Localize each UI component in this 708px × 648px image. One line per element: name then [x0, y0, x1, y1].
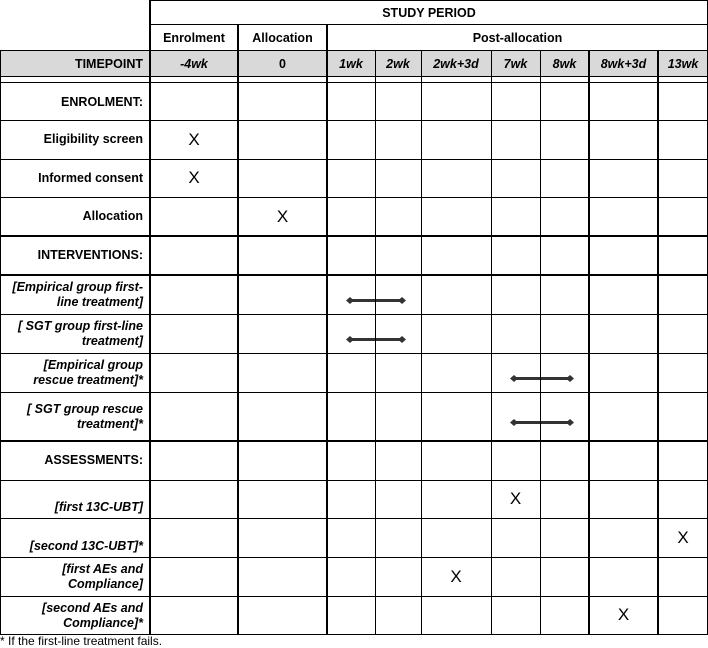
grid-line — [0, 314, 708, 315]
grid-line — [657, 50, 659, 634]
timepoint-cell: 13wk — [667, 56, 699, 71]
study-period-heading: STUDY PERIOD — [382, 5, 476, 20]
grid-line — [0, 50, 1, 634]
schedule-mark: X — [188, 129, 200, 149]
row-label: ASSESSMENTS: — [44, 453, 143, 467]
grid-line — [0, 197, 708, 198]
interval-end-diamond — [566, 375, 574, 382]
timepoint-label: TIMEPOINT — [74, 56, 143, 71]
timepoint-cell: -4wk — [180, 56, 208, 71]
footnote: * If the first-line treatment fails. — [0, 634, 163, 648]
row-label: [ SGT group first-line treatment] — [18, 318, 143, 348]
row-label: [Empirical group rescue treatment]* — [33, 357, 143, 387]
grid-line — [0, 235, 708, 237]
row-label: [first 13C-UBT] — [54, 500, 143, 514]
row-label: [first AEs and Compliance] — [62, 561, 143, 591]
grid-line — [588, 50, 590, 634]
row-label: Informed consent — [38, 170, 143, 185]
interval-end-diamond — [346, 297, 354, 304]
grid-line — [375, 50, 376, 634]
schedule-mark: X — [617, 605, 630, 624]
timepoint-cell: 7wk — [503, 56, 528, 71]
grid-line — [491, 50, 492, 634]
grid-line — [150, 24, 708, 25]
schedule-mark: X — [677, 527, 689, 547]
grid-line — [0, 392, 708, 393]
grid-line — [421, 50, 422, 634]
interval-end-diamond — [398, 297, 406, 304]
grid-line — [0, 120, 708, 121]
interval-end-diamond — [510, 375, 518, 382]
timepoint-cell: 8wk — [552, 56, 577, 71]
interval-end-diamond — [398, 336, 406, 343]
timepoint-cell: 8wk+3d — [600, 56, 647, 71]
timepoint-cell: 2wk — [386, 56, 410, 71]
grid-line — [0, 557, 708, 558]
grid-line — [150, 0, 708, 1]
allocation-heading: Allocation — [252, 30, 313, 45]
grid-line — [0, 50, 708, 51]
row-label: ENROLMENT: — [61, 94, 143, 109]
grid-line — [0, 353, 708, 354]
timepoint-cell: 2wk+3d — [433, 56, 479, 71]
grid-line — [0, 159, 708, 160]
grid-line — [0, 518, 708, 519]
grid-line — [0, 274, 708, 276]
grid-line — [0, 76, 708, 77]
schedule-mark: X — [188, 168, 200, 187]
grid-line — [0, 596, 708, 597]
grid-line — [237, 24, 239, 634]
interval-end-diamond — [510, 419, 518, 426]
timepoint-cell: 0 — [279, 56, 286, 71]
row-label: [second 13C-UBT]* — [29, 539, 143, 553]
row-label: [Empirical group first-line treatment] — [12, 279, 143, 309]
grid-line — [0, 440, 708, 441]
row-label: Eligibility screen — [43, 132, 143, 146]
enrolment-heading: Enrolment — [163, 30, 225, 45]
timepoint-cell: 1wk — [339, 56, 363, 71]
row-label: Allocation — [82, 209, 143, 223]
row-label: [ SGT group rescue treatment]* — [27, 401, 143, 431]
row-label: INTERVENTIONS: — [37, 248, 143, 262]
schedule-mark: X — [276, 206, 289, 226]
row-label: [second AEs and Compliance]* — [42, 601, 143, 630]
grid-line — [0, 480, 708, 481]
schedule-mark: X — [509, 489, 522, 508]
post-allocation-heading: Post-allocation — [472, 30, 563, 45]
interval-end-diamond — [566, 419, 574, 426]
schedule-mark: X — [450, 566, 462, 586]
grid-line — [0, 82, 708, 83]
grid-line — [540, 50, 541, 634]
grid-line — [326, 24, 328, 634]
interval-end-diamond — [346, 336, 354, 343]
grid-line — [149, 0, 151, 634]
